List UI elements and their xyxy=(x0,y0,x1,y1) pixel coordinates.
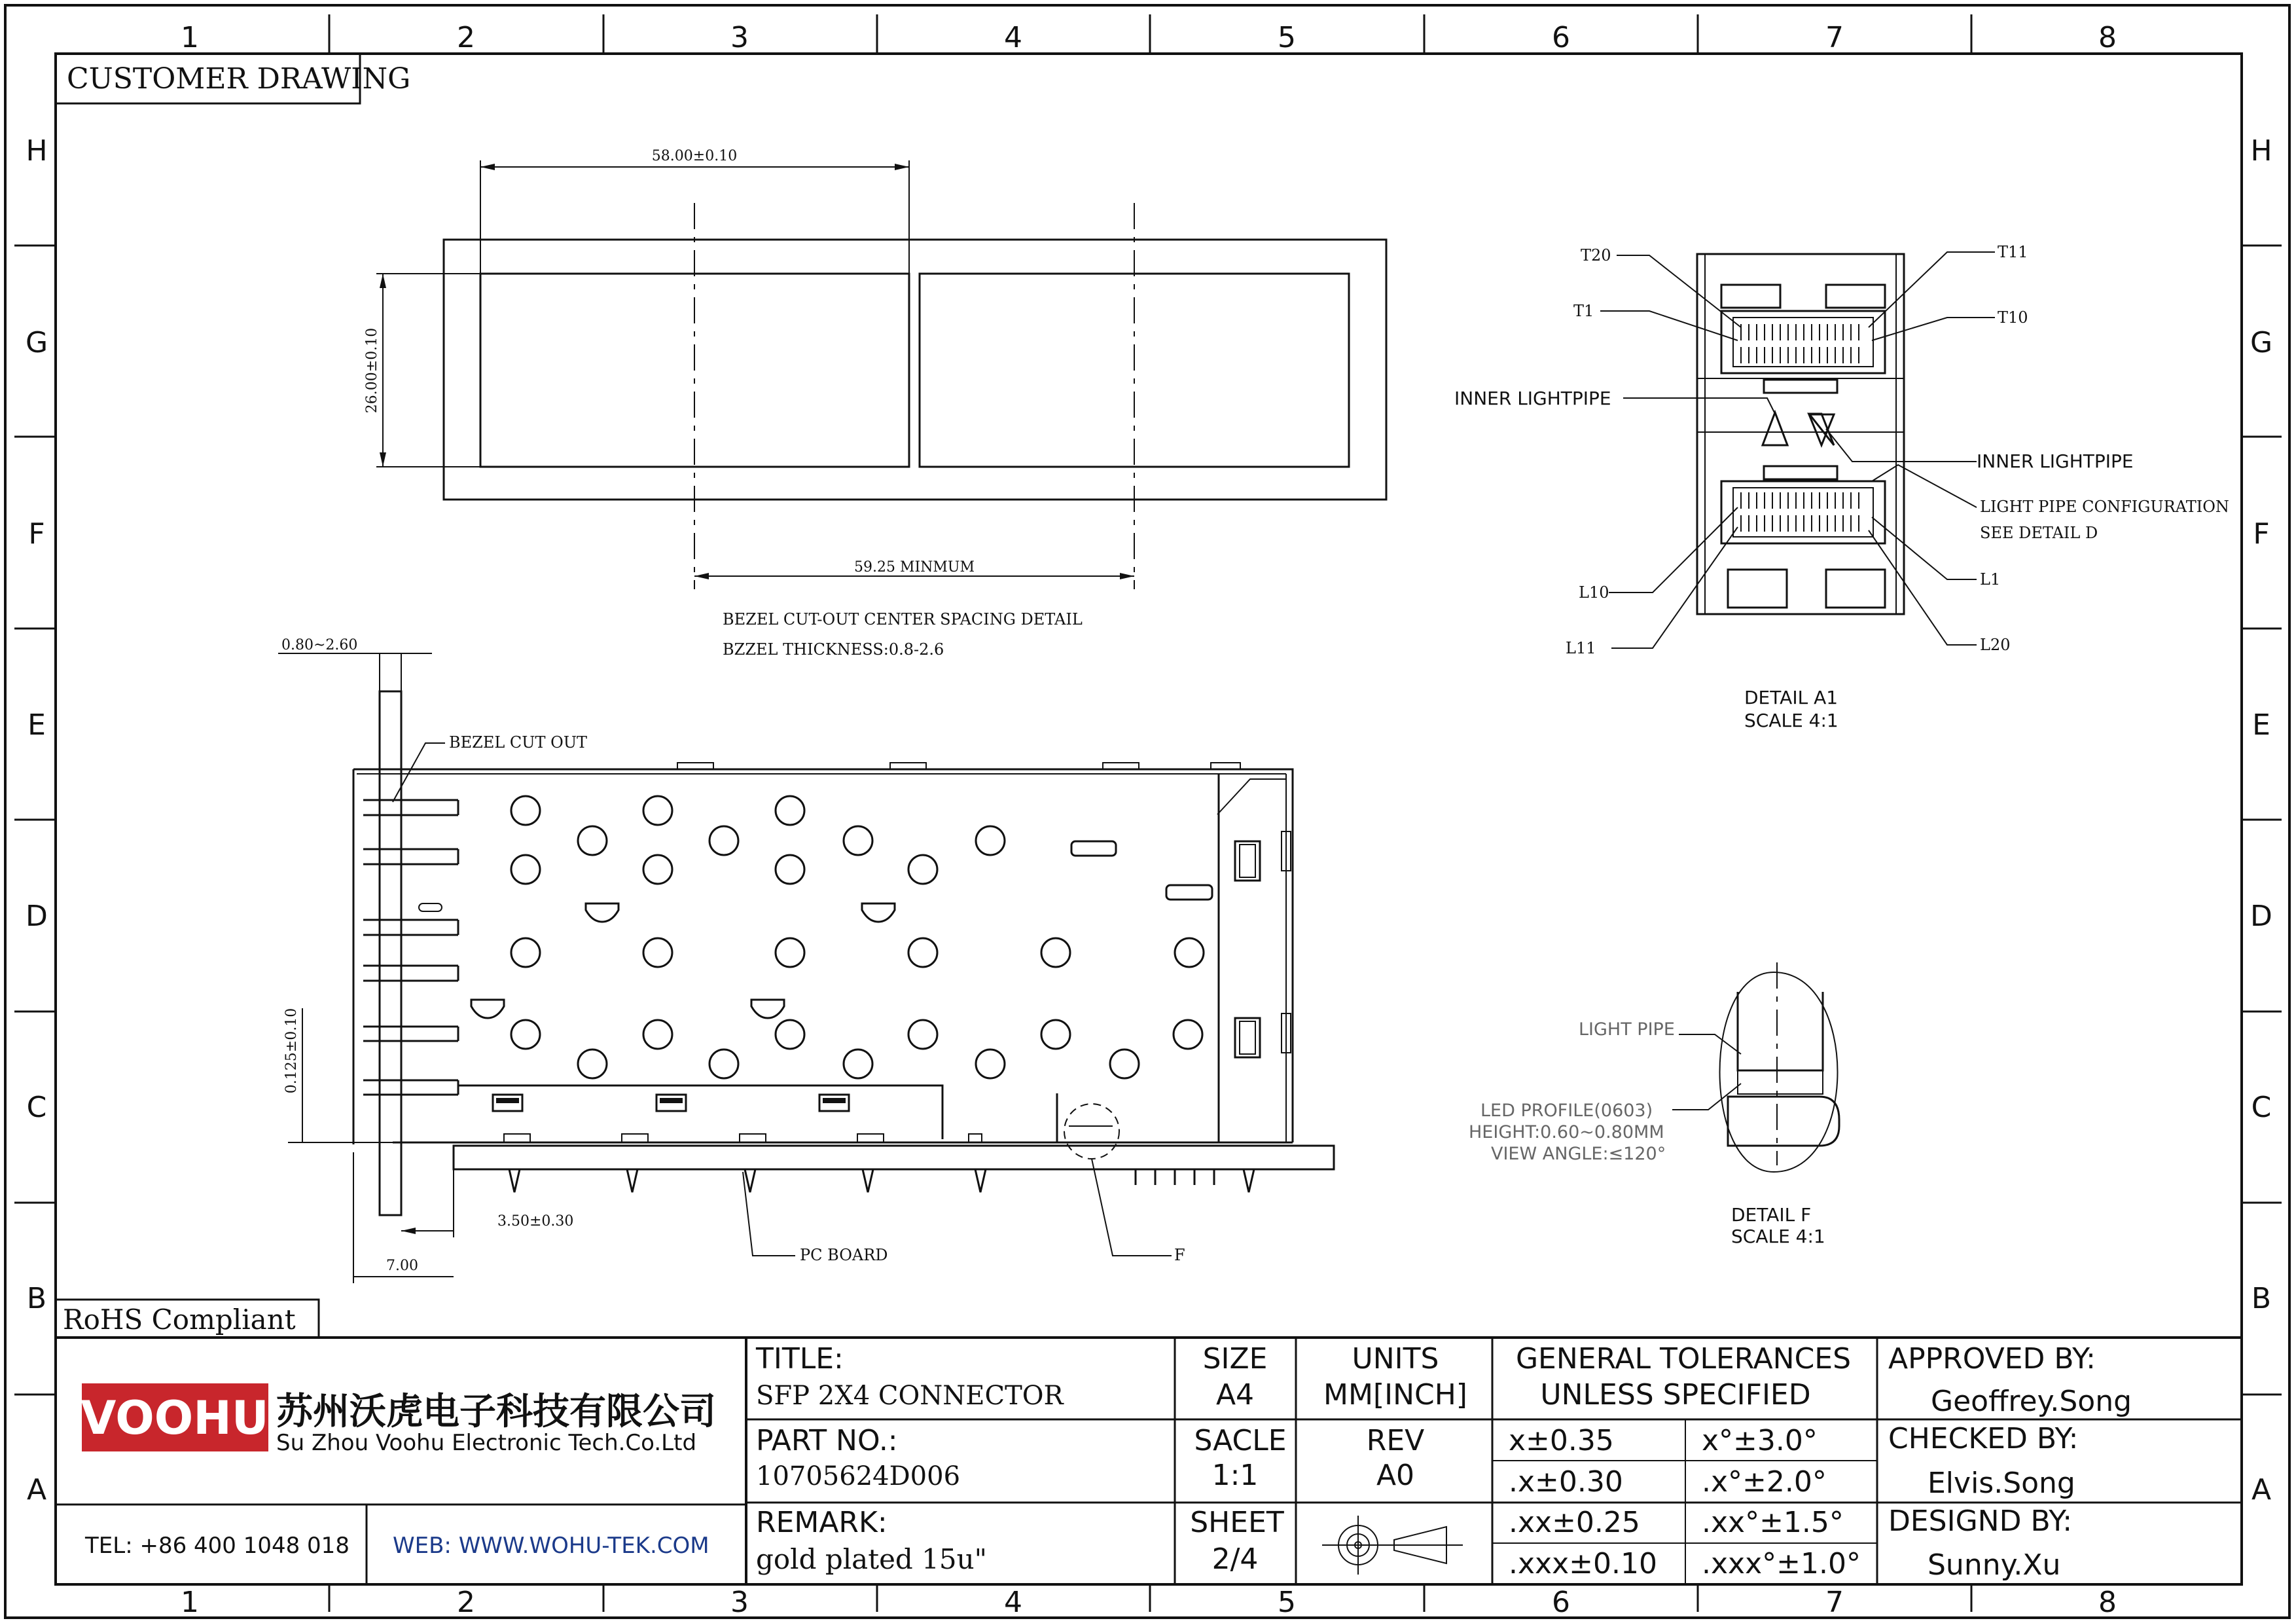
checked-label: CHECKED BY: xyxy=(1888,1422,2079,1455)
label-l20: L20 xyxy=(1980,636,2011,654)
col-label: 3 xyxy=(730,1586,749,1619)
row-label: H xyxy=(2250,134,2272,168)
detail-f-view xyxy=(1469,962,1839,1247)
tol-1-linear: .x±0.30 xyxy=(1509,1465,1623,1499)
label-l11: L11 xyxy=(1566,639,1596,657)
approved-label: APPROVED BY: xyxy=(1888,1342,2096,1376)
designed-value: Sunny.Xu xyxy=(1928,1548,2061,1582)
svg-text:VOOHU: VOOHU xyxy=(81,1391,269,1445)
company-name-en: Su Zhou Voohu Electronic Tech.Co.Ltd xyxy=(276,1430,697,1456)
projection-symbol-icon xyxy=(1322,1516,1463,1575)
approved-value: Geoffrey.Song xyxy=(1931,1385,2132,1418)
pc-board-label: PC BOARD xyxy=(800,1246,888,1264)
size-value: A4 xyxy=(1215,1378,1255,1412)
col-label: 5 xyxy=(1278,1586,1296,1619)
detail-f-callout: F xyxy=(1174,1246,1185,1264)
units-value: MM[INCH] xyxy=(1323,1378,1467,1412)
rev-label: REV xyxy=(1366,1424,1425,1457)
scale-label: SACLE xyxy=(1194,1424,1287,1457)
dim-700: 7.00 xyxy=(386,1258,418,1274)
part-value: 10705624D006 xyxy=(756,1461,961,1491)
dim-height: 26.00±0.10 xyxy=(364,327,380,414)
col-label: 1 xyxy=(181,1586,199,1619)
row-label: F xyxy=(2253,517,2270,551)
remark-label: REMARK: xyxy=(756,1506,888,1539)
lp-config-1: LIGHT PIPE CONFIGURATION xyxy=(1980,498,2229,516)
customer-drawing-tag xyxy=(56,54,410,103)
row-label: B xyxy=(2251,1282,2272,1315)
scale-value: 1:1 xyxy=(1211,1459,1259,1492)
inner-lightpipe-left: INNER LIGHTPIPE xyxy=(1454,388,1611,409)
tol-title-1: GENERAL TOLERANCES xyxy=(1515,1342,1852,1376)
label-t1: T1 xyxy=(1573,302,1594,320)
inner-lightpipe-right: INNER LIGHTPIPE xyxy=(1977,450,2134,472)
tol-0-angular: x°±3.0° xyxy=(1702,1424,1818,1457)
row-label: E xyxy=(2252,708,2270,742)
tol-0-linear: x±0.35 xyxy=(1509,1424,1614,1457)
title-value: SFP 2X4 CONNECTOR xyxy=(756,1381,1064,1411)
rohs-tag xyxy=(56,1300,319,1338)
label-l10: L10 xyxy=(1579,583,1609,602)
light-pipe-label: LIGHT PIPE xyxy=(1579,1019,1675,1040)
dim-vertical: 0.125±0.10 xyxy=(283,1008,300,1094)
col-label: 2 xyxy=(457,21,475,54)
label-t11: T11 xyxy=(1998,243,2028,261)
bezel-note-2: BZZEL THICKNESS:0.8-2.6 xyxy=(723,640,944,659)
col-label: 2 xyxy=(457,1586,475,1619)
col-label: 7 xyxy=(1825,1586,1844,1619)
col-label: 8 xyxy=(2098,21,2117,54)
bezel-note-1: BEZEL CUT-OUT CENTER SPACING DETAIL xyxy=(723,610,1083,629)
detail-a1-scale: SCALE 4:1 xyxy=(1744,710,1839,731)
col-label: 1 xyxy=(181,21,199,54)
row-label: F xyxy=(28,517,45,551)
row-label: D xyxy=(26,900,48,933)
led-height: HEIGHT:0.60~0.80MM xyxy=(1469,1122,1664,1142)
size-label: SIZE xyxy=(1202,1342,1268,1376)
dim-spacing: 59.25 MINMUM xyxy=(853,559,975,575)
svg-text:RoHS Compliant: RoHS Compliant xyxy=(63,1304,296,1336)
row-label: B xyxy=(26,1282,47,1315)
label-t10: T10 xyxy=(1998,308,2028,327)
units-label: UNITS xyxy=(1352,1342,1439,1376)
col-label: 5 xyxy=(1278,21,1296,54)
row-label: C xyxy=(2251,1091,2272,1124)
row-label: A xyxy=(26,1473,47,1506)
bezel-cutout-view xyxy=(364,148,1386,659)
detail-f-scale: SCALE 4:1 xyxy=(1731,1226,1825,1247)
part-label: PART NO.: xyxy=(756,1424,898,1457)
row-label: C xyxy=(26,1091,47,1124)
tol-3-linear: .xxx±0.10 xyxy=(1509,1547,1657,1580)
checked-value: Elvis.Song xyxy=(1928,1467,2075,1500)
dim-350: 3.50±0.30 xyxy=(497,1213,574,1230)
title-block xyxy=(56,1338,2242,1584)
col-label: 6 xyxy=(1552,1586,1570,1619)
dim-thickness: 0.80~2.60 xyxy=(281,637,358,653)
cage-side-view xyxy=(278,637,1334,1283)
tol-1-angular: .x°±2.0° xyxy=(1702,1465,1827,1499)
drawing-frame xyxy=(5,5,2289,1619)
tol-title-2: UNLESS SPECIFIED xyxy=(1540,1378,1811,1412)
company-name-cn: 苏州沃虎电子科技有限公司 xyxy=(276,1391,716,1433)
row-label: A xyxy=(2251,1473,2272,1506)
col-label: 6 xyxy=(1552,21,1570,54)
company-web: WEB: WWW.WOHU-TEK.COM xyxy=(393,1533,709,1559)
row-label: G xyxy=(25,326,48,359)
row-label: H xyxy=(26,134,48,168)
col-label: 7 xyxy=(1825,21,1844,54)
company-tel: TEL: +86 400 1048 018 xyxy=(85,1533,350,1559)
col-label: 4 xyxy=(1004,21,1022,54)
col-label: 8 xyxy=(2098,1586,2117,1619)
designed-label: DESIGND BY: xyxy=(1888,1504,2073,1538)
dim-width: 58.00±0.10 xyxy=(651,148,738,164)
label-l1: L1 xyxy=(1980,570,2001,589)
lp-config-2: SEE DETAIL D xyxy=(1980,524,2098,542)
row-label: E xyxy=(27,708,46,742)
tol-2-linear: .xx±0.25 xyxy=(1509,1506,1640,1539)
label-t20: T20 xyxy=(1581,246,1611,264)
detail-a1-title: DETAIL A1 xyxy=(1744,687,1839,708)
title-label: TITLE: xyxy=(756,1342,844,1376)
sheet-value: 2/4 xyxy=(1211,1542,1259,1576)
detail-a1-view xyxy=(1454,243,2229,731)
bezel-cut-out-label: BEZEL CUT OUT xyxy=(449,733,588,752)
detail-f-title: DETAIL F xyxy=(1731,1204,1812,1226)
remark-value: gold plated 15u" xyxy=(756,1543,987,1575)
col-label: 4 xyxy=(1004,1586,1022,1619)
led-view-angle: VIEW ANGLE:≤120° xyxy=(1491,1144,1666,1164)
tol-3-angular: .xxx°±1.0° xyxy=(1702,1547,1861,1580)
row-label: D xyxy=(2250,900,2272,933)
sheet-label: SHEET xyxy=(1190,1506,1284,1539)
rev-value: A0 xyxy=(1376,1459,1415,1492)
svg-text:CUSTOMER DRAWING: CUSTOMER DRAWING xyxy=(67,62,411,96)
led-profile: LED PROFILE(0603) xyxy=(1480,1101,1653,1121)
row-label: G xyxy=(2250,326,2273,359)
tol-2-angular: .xx°±1.5° xyxy=(1702,1506,1844,1539)
col-label: 3 xyxy=(730,21,749,54)
